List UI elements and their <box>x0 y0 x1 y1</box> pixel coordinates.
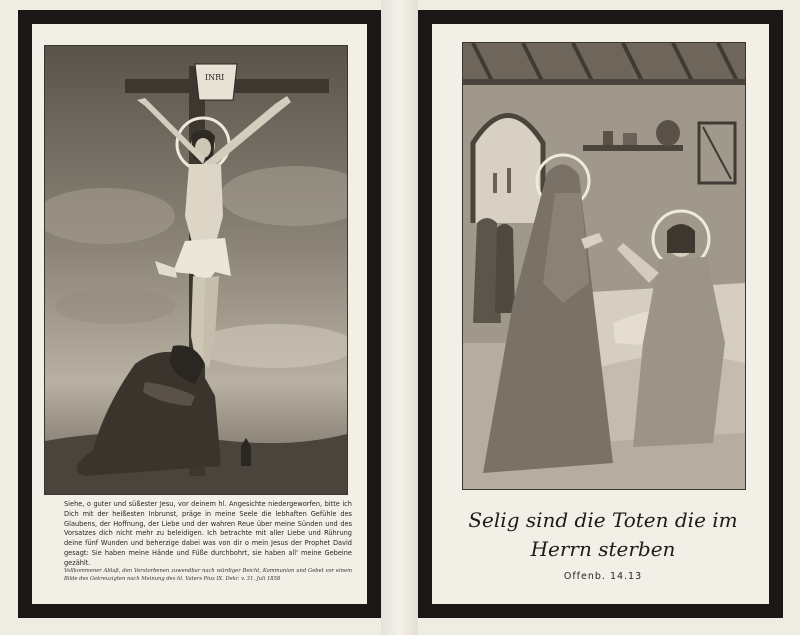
verse-line-1: Selig sind die Toten die im <box>468 508 738 532</box>
prayer-text: Siehe, o guter und süßester Jesu, vor deinem hl. Angesichte niedergeworfen, bitte ich Dich mit der heißesten Inbrunst, präge in meine Seele die lebhaften Gefühle des Glaubens, der Hoffnung, der Liebe und der wahren Reue über meine Sünden und des Vorsatzes dich nicht mehr zu beleidigen. Ich betrachte mit aller Liebe und Rührung deine fünf Wunden und beherzige dabei was von dir o mein Jesus der Prophet David gesagt: Sie haben meine Hände und Füße durchbohrt, sie haben all' meine Gebeine gezählt. <box>64 500 352 567</box>
scripture-reference: Offenb. 14.13 <box>563 571 643 582</box>
titulus-inscription: INRI <box>205 73 225 82</box>
card-fold-gutter <box>381 0 418 635</box>
verse-line-2: Herrn sterben <box>530 537 676 561</box>
indulgence-note: Vollkommener Ablaß, den Verstorbenen zuwendbar nach würdiger Beicht, Kommunion und Gebet vor einem Bilde des Gekreuzigten nach Meinung des hl. Vaters Pius IX. Dekr. v. 31. Juli 1858 <box>64 568 352 583</box>
crucifixion-image <box>44 45 348 495</box>
death-of-saint-joseph-image <box>462 42 746 490</box>
scripture-verse <box>462 506 744 564</box>
